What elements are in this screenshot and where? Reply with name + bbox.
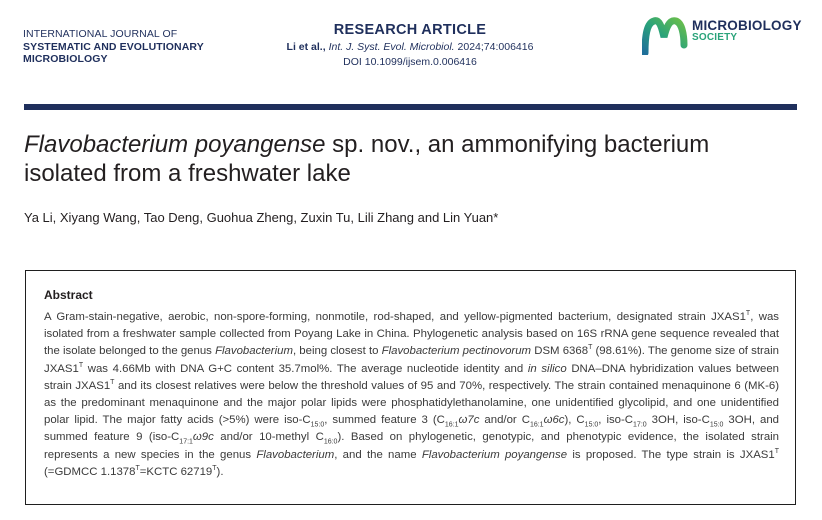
article-meta: [255, 21, 565, 69]
citation: [255, 40, 565, 55]
citation-volume: 2024;74:006416: [457, 41, 534, 53]
abstract-text: A Gram-stain-negative, aerobic, non-spore-forming, nonmotile, rod-shaped, and yellow-pigmented bacterium, designated strain $JXAS1^T$, was isolated from a freshwater sample collected from Poyang Lake in China. Phylogenetic analysis based on 16S rRNA gene sequence revealed that the isolate belonged to the genus Flavobacterium, being closest to Flavobacterium pectinovorum DSM $6368^T$ (98.61%). The genome size of strain $JXAS1^T$ was 4.66Mb with DNA G+C content 35.7mol%. The average nucleotide identity and in silico DNA–DNA hybridization values between strain $JXAS1^T$ and its closest relatives were below the threshold values of 95 and 70%, respectively. The strain contained menaquinone 6 (MK-6) as the predominant menaquinone and the major polar lipids were phosphatidylethanolamine, one unidentified glycolipid, and one unidentified polar lipid. The major fatty acids (>5%) were iso-$C_{15:0}$, summed feature 3 ($C_{16:1}\omega 7c$ and/or $C_{16:1}\omega 6c$), $C_{15:0}$, iso-$C_{17:0}$ 3OH, iso-$C_{15:0}$ 3OH, and summed feature 9 ($iso-C_{17:1}\omega 9c$ and/or 10-methyl $C_{16:0}$). Based on phylogenetic, genotypic, and phenotypic evidence, the isolated strain represents a new species in the genus Flavobacterium, and the name Flavobacterium poyangense is proposed. The type strain is $JXAS1^T$ (=GDMCC $1.1378^T=KCTC$ $62719^T$).: [44, 310, 780, 478]
microbiology-society-logo[interactable]: [642, 15, 802, 57]
abstract-box: [25, 270, 796, 505]
header-divider: [24, 104, 797, 110]
journal-name-line3: MICROBIOLOGY: [23, 53, 108, 65]
title-species: Flavobacterium poyangense: [24, 131, 326, 158]
journal-name: [23, 28, 243, 66]
citation-authors: Li et al.,: [286, 41, 326, 53]
title-rest: sp. nov., an ammonifying bacterium isolated from a freshwater lake: [24, 131, 710, 187]
article-type: RESEARCH ARTICLE: [333, 22, 487, 38]
journal-name-line2: SYSTEMATIC AND EVOLUTIONARY: [23, 40, 204, 53]
doi-link[interactable]: DOI 10.1099/ijsem.0.006416: [343, 56, 477, 68]
microbiology-society-logo-icon: [642, 15, 688, 55]
journal-name-line1: INTERNATIONAL JOURNAL OF: [23, 28, 178, 40]
citation-journal: Int. J. Syst. Evol. Microbiol.: [328, 41, 455, 53]
logo-text-microbiology: MICROBIOLOGY: [692, 18, 802, 33]
logo-text-society: SOCIETY: [692, 32, 738, 43]
author-list: Ya Li, Xiyang Wang, Tao Deng, Guohua Zheng, Zuxin Tu, Lili Zhang and Lin Yuan*: [24, 210, 499, 225]
article-title: [24, 130, 794, 188]
abstract-heading: Abstract: [44, 288, 93, 302]
